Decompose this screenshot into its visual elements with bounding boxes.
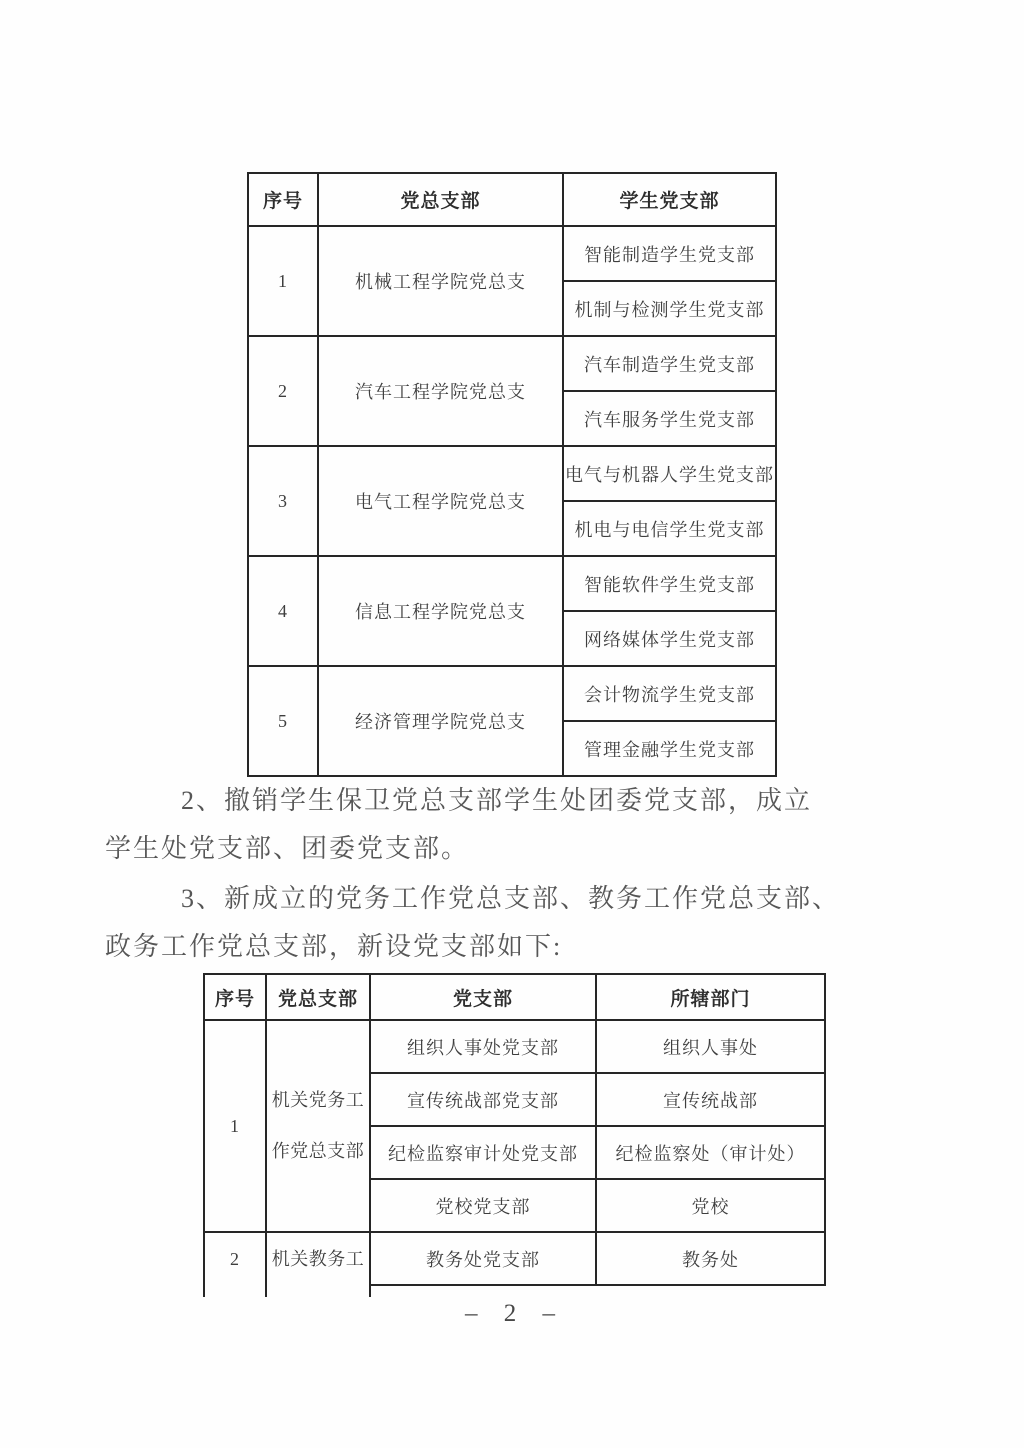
student-branch-cell: 智能制造学生党支部 [563,226,776,281]
branch-cell: 组织人事处党支部 [370,1020,596,1073]
table2-header-row [204,974,825,1020]
table2-page-cut-stub [204,1285,825,1297]
table1-header-general-branch: 党总支部 [318,173,563,226]
branch-cell: 纪检监察审计处党支部 [370,1126,596,1179]
paragraph-2-line-1: 2、撤销学生保卫党总支部学生处团委党支部，成立 [181,786,813,815]
table1-header-row [248,173,776,226]
general-branch-cell: 机械工程学院党总支 [318,226,563,336]
student-branch-cell: 网络媒体学生党支部 [563,611,776,666]
table2-header-branch: 党支部 [370,974,596,1020]
department-cell: 宣传统战部 [596,1073,825,1126]
table1-row [248,556,776,611]
department-cell: 党校 [596,1179,825,1232]
department-cell: 组织人事处 [596,1020,825,1073]
paragraph-3-line-1: 3、新成立的党务工作党总支部、教务工作党总支部、 [181,884,841,913]
table1-row [248,226,776,281]
department-cell: 教务处 [596,1232,825,1285]
paragraph-3-line-2: 政务工作党总支部，新设党支部如下: [105,932,563,961]
branch-cell: 党校党支部 [370,1179,596,1232]
student-branch-cell: 汽车制造学生党支部 [563,336,776,391]
general-branch-cell: 机关教务工 [266,1232,370,1285]
general-branch-cell: 经济管理学院党总支 [318,666,563,776]
row-number-cell: 1 [204,1020,266,1232]
table2-header-general-branch: 党总支部 [266,974,370,1020]
row-number-cell: 1 [248,226,318,336]
row-number-cell: 3 [248,446,318,556]
general-branch-cell: 机关党务工作党总支部 [266,1020,370,1232]
branch-cell: 宣传统战部党支部 [370,1073,596,1126]
table2-row [204,1020,825,1073]
department-cell: 纪检监察处（审计处） [596,1126,825,1179]
student-branch-cell: 机电与电信学生党支部 [563,501,776,556]
table2-header-no: 序号 [204,974,266,1020]
student-branches-table [247,172,777,777]
table2-row-cutoff [204,1232,825,1285]
general-branch-cell: 汽车工程学院党总支 [318,336,563,446]
student-branch-cell: 会计物流学生党支部 [563,666,776,721]
student-branch-cell: 智能软件学生党支部 [563,556,776,611]
student-branch-cell: 电气与机器人学生党支部 [563,446,776,501]
branch-cell: 教务处党支部 [370,1232,596,1285]
student-branch-cell: 汽车服务学生党支部 [563,391,776,446]
student-branch-cell: 机制与检测学生党支部 [563,281,776,336]
row-number-cell: 2 [204,1232,266,1285]
row-number-cell: 4 [248,556,318,666]
table1-row [248,666,776,721]
paragraph-2 [105,777,812,873]
paragraph-3 [105,875,840,971]
general-branch-cell: 信息工程学院党总支 [318,556,563,666]
table1-row [248,446,776,501]
row-number-cell: 5 [248,666,318,776]
page-number: – 2 – [465,1300,559,1327]
student-branch-cell: 管理金融学生党支部 [563,721,776,776]
row-number-cell: 2 [248,336,318,446]
table1-header-student-branch: 学生党支部 [563,173,776,226]
general-branch-cell: 电气工程学院党总支 [318,446,563,556]
table2-header-department: 所辖部门 [596,974,825,1020]
table1-header-no: 序号 [248,173,318,226]
table1-row [248,336,776,391]
paragraph-2-line-2: 学生处党支部、团委党支部。 [105,834,470,863]
new-branches-table [203,973,826,1297]
